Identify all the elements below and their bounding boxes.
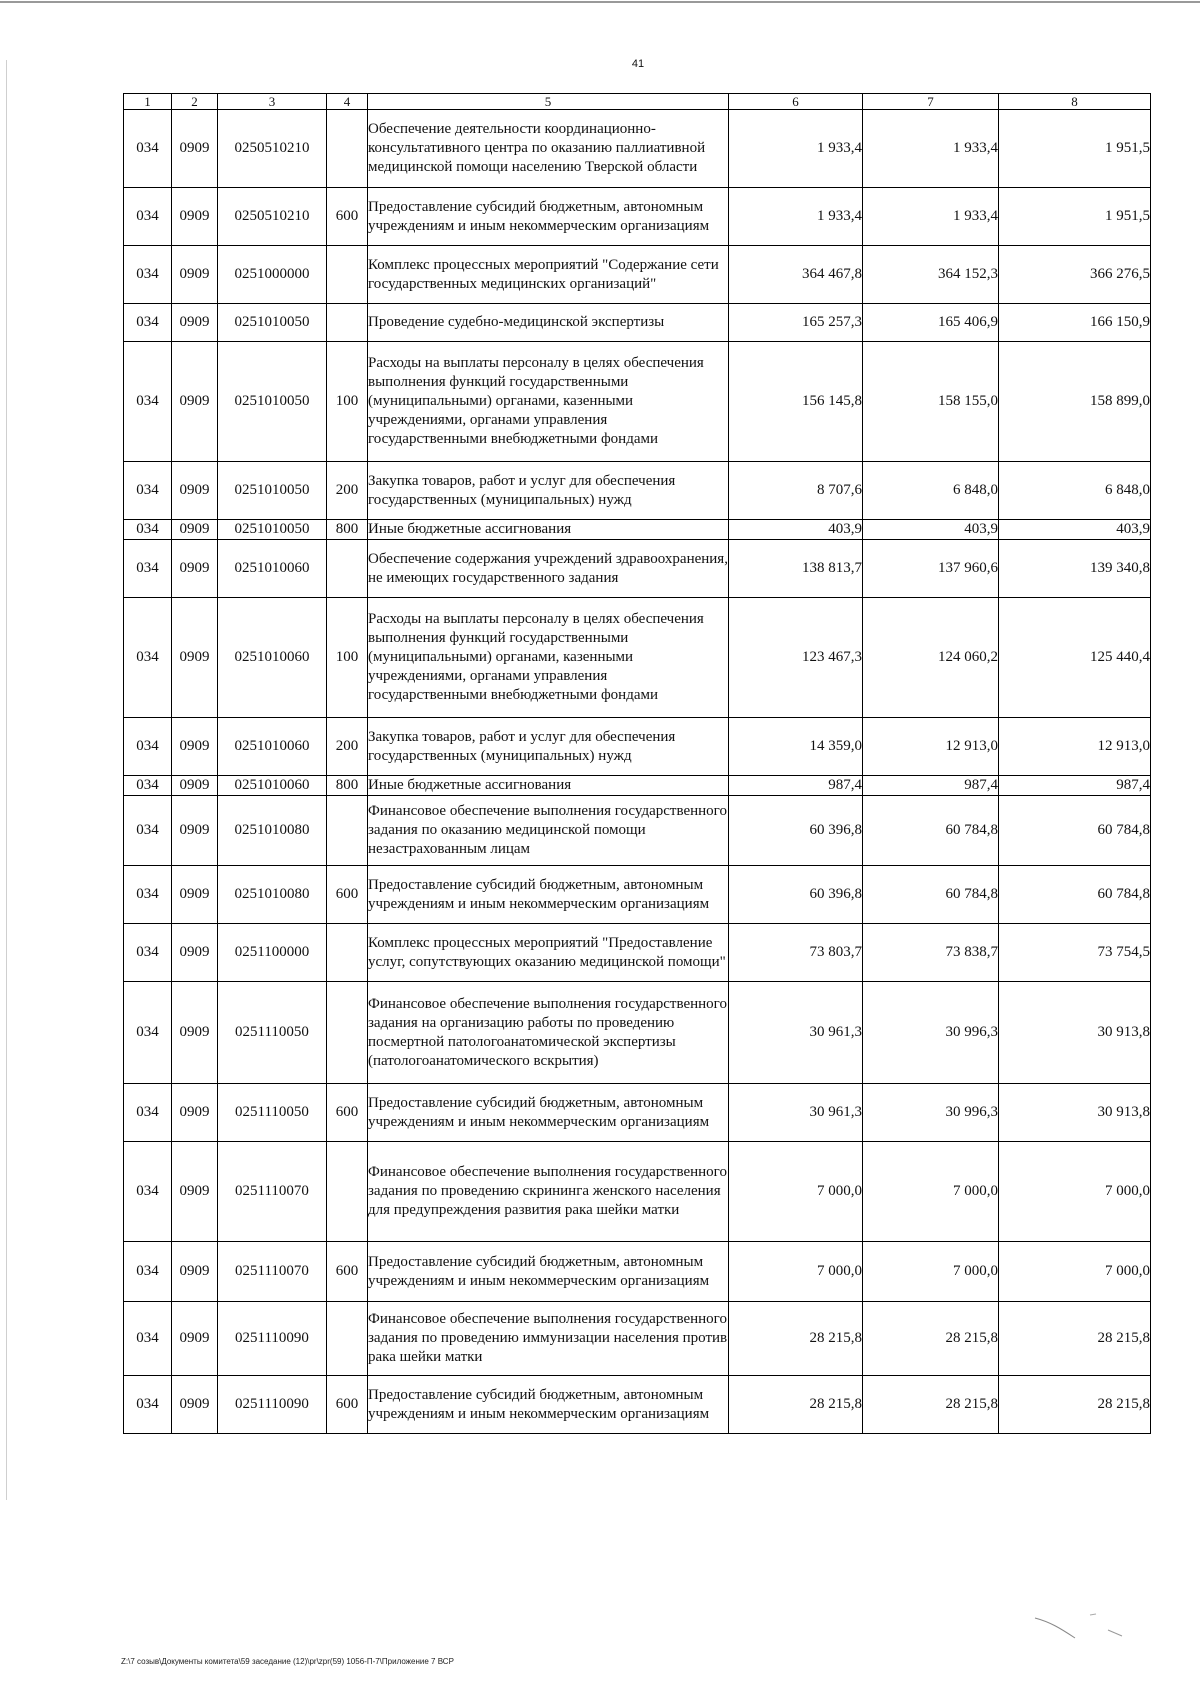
cell-amount-col-7: 1 933,4 (863, 110, 999, 188)
cell-amount-col-7: 30 996,3 (863, 1084, 999, 1142)
table-row (124, 718, 1151, 776)
cell-item-name: Обеспечение содержания учреждений здравоохранения, не имеющих государственного задания (368, 540, 729, 598)
table-row (124, 866, 1151, 924)
cell-admin-code: 034 (124, 598, 172, 718)
footer-file-path: Z:\7 созыв\Документы комитета\59 заседание (12)\pr\zpr(59) 1056-П-7\Приложение 7 ВСР (121, 1657, 454, 1666)
cell-section-code: 0909 (172, 1142, 218, 1242)
cell-admin-code: 034 (124, 246, 172, 304)
table-row (124, 1376, 1151, 1434)
cell-admin-code: 034 (124, 1376, 172, 1434)
page-number: 41 (631, 58, 645, 70)
cell-section-code: 0909 (172, 598, 218, 718)
cell-amount-col-8: 6 848,0 (999, 462, 1151, 520)
header-col-7: 7 (863, 94, 999, 110)
header-col-8: 8 (999, 94, 1151, 110)
cell-amount-col-8: 28 215,8 (999, 1376, 1151, 1434)
cell-amount-col-6: 60 396,8 (729, 866, 863, 924)
cell-amount-col-6: 123 467,3 (729, 598, 863, 718)
cell-amount-col-6: 8 707,6 (729, 462, 863, 520)
cell-admin-code: 034 (124, 540, 172, 598)
cell-amount-col-6: 156 145,8 (729, 342, 863, 462)
cell-amount-col-6: 1 933,4 (729, 188, 863, 246)
scan-edge-line (0, 1, 1200, 3)
cell-expense-type: 100 (327, 598, 368, 718)
cell-section-code: 0909 (172, 110, 218, 188)
cell-expense-type (327, 982, 368, 1084)
cell-amount-col-6: 60 396,8 (729, 796, 863, 866)
cell-section-code: 0909 (172, 304, 218, 342)
cell-section-code: 0909 (172, 246, 218, 304)
cell-admin-code: 034 (124, 520, 172, 540)
table-row (124, 982, 1151, 1084)
table-row (124, 540, 1151, 598)
cell-amount-col-6: 138 813,7 (729, 540, 863, 598)
cell-amount-col-8: 1 951,5 (999, 188, 1151, 246)
header-col-1: 1 (124, 94, 172, 110)
cell-amount-col-8: 30 913,8 (999, 982, 1151, 1084)
cell-item-name: Иные бюджетные ассигнования (368, 776, 729, 796)
cell-section-code: 0909 (172, 1242, 218, 1302)
cell-admin-code: 034 (124, 1142, 172, 1242)
cell-amount-col-6: 403,9 (729, 520, 863, 540)
table-row (124, 1142, 1151, 1242)
cell-amount-col-7: 7 000,0 (863, 1142, 999, 1242)
cell-amount-col-6: 7 000,0 (729, 1142, 863, 1242)
cell-amount-col-8: 7 000,0 (999, 1142, 1151, 1242)
cell-amount-col-6: 14 359,0 (729, 718, 863, 776)
cell-item-name: Иные бюджетные ассигнования (368, 520, 729, 540)
cell-item-name: Финансовое обеспечение выполнения государственного задания по проведению скрининга женского населения для предупреждения развития рака шейки матки (368, 1142, 729, 1242)
cell-admin-code: 034 (124, 718, 172, 776)
cell-admin-code: 034 (124, 342, 172, 462)
cell-amount-col-7: 12 913,0 (863, 718, 999, 776)
cell-amount-col-7: 987,4 (863, 776, 999, 796)
cell-section-code: 0909 (172, 1376, 218, 1434)
cell-admin-code: 034 (124, 188, 172, 246)
cell-section-code: 0909 (172, 1084, 218, 1142)
cell-admin-code: 034 (124, 776, 172, 796)
cell-amount-col-6: 30 961,3 (729, 982, 863, 1084)
budget-table (123, 93, 1151, 1434)
cell-target-article: 0251110070 (218, 1142, 327, 1242)
table-row (124, 1084, 1151, 1142)
cell-target-article: 0250510210 (218, 110, 327, 188)
cell-expense-type: 600 (327, 1242, 368, 1302)
cell-item-name: Комплекс процессных мероприятий "Содержание сети государственных медицинских организаций" (368, 246, 729, 304)
cell-item-name: Обеспечение деятельности координационно-консультативного центра по оказанию паллиативной медицинской помощи населению Тверской области (368, 110, 729, 188)
cell-expense-type: 200 (327, 462, 368, 520)
cell-item-name: Комплекс процессных мероприятий "Предоставление услуг, сопутствующих оказанию медицинской помощи" (368, 924, 729, 982)
scan-margin-line (6, 60, 7, 1500)
cell-section-code: 0909 (172, 924, 218, 982)
cell-amount-col-8: 366 276,5 (999, 246, 1151, 304)
cell-amount-col-7: 1 933,4 (863, 188, 999, 246)
header-col-5: 5 (368, 94, 729, 110)
cell-item-name: Предоставление субсидий бюджетным, автономным учреждениям и иным некоммерческим организациям (368, 1242, 729, 1302)
cell-amount-col-6: 28 215,8 (729, 1302, 863, 1376)
cell-amount-col-8: 28 215,8 (999, 1302, 1151, 1376)
cell-amount-col-8: 30 913,8 (999, 1084, 1151, 1142)
table-header-row (124, 94, 1151, 110)
cell-target-article: 0251010060 (218, 718, 327, 776)
cell-section-code: 0909 (172, 866, 218, 924)
cell-admin-code: 034 (124, 1242, 172, 1302)
cell-amount-col-7: 165 406,9 (863, 304, 999, 342)
cell-expense-type: 100 (327, 342, 368, 462)
cell-item-name: Предоставление субсидий бюджетным, автономным учреждениям и иным некоммерческим организациям (368, 1084, 729, 1142)
cell-item-name: Закупка товаров, работ и услуг для обеспечения государственных (муниципальных) нужд (368, 462, 729, 520)
cell-section-code: 0909 (172, 718, 218, 776)
cell-amount-col-7: 403,9 (863, 520, 999, 540)
cell-item-name: Расходы на выплаты персоналу в целях обеспечения выполнения функций государственными (муниципальными) органами, казенными учреждениями, органами управления государственными внебюджетными фондами (368, 342, 729, 462)
cell-amount-col-8: 12 913,0 (999, 718, 1151, 776)
cell-amount-col-8: 7 000,0 (999, 1242, 1151, 1302)
cell-amount-col-7: 28 215,8 (863, 1376, 999, 1434)
cell-amount-col-8: 403,9 (999, 520, 1151, 540)
cell-section-code: 0909 (172, 982, 218, 1084)
cell-target-article: 0251110050 (218, 982, 327, 1084)
cell-target-article: 0251110090 (218, 1376, 327, 1434)
cell-target-article: 0251010060 (218, 540, 327, 598)
cell-expense-type: 800 (327, 776, 368, 796)
cell-expense-type (327, 246, 368, 304)
table-row (124, 1242, 1151, 1302)
cell-target-article: 0251010050 (218, 342, 327, 462)
cell-section-code: 0909 (172, 1302, 218, 1376)
cell-amount-col-7: 28 215,8 (863, 1302, 999, 1376)
cell-amount-col-8: 125 440,4 (999, 598, 1151, 718)
cell-admin-code: 034 (124, 110, 172, 188)
cell-expense-type: 200 (327, 718, 368, 776)
cell-expense-type: 600 (327, 1084, 368, 1142)
cell-target-article: 0251110090 (218, 1302, 327, 1376)
cell-expense-type: 800 (327, 520, 368, 540)
cell-section-code: 0909 (172, 776, 218, 796)
pen-mark (1030, 1610, 1130, 1650)
cell-admin-code: 034 (124, 1084, 172, 1142)
cell-amount-col-6: 28 215,8 (729, 1376, 863, 1434)
table-row (124, 188, 1151, 246)
cell-expense-type (327, 304, 368, 342)
cell-amount-col-6: 165 257,3 (729, 304, 863, 342)
cell-amount-col-7: 30 996,3 (863, 982, 999, 1084)
header-col-3: 3 (218, 94, 327, 110)
table-row (124, 110, 1151, 188)
cell-item-name: Проведение судебно-медицинской экспертизы (368, 304, 729, 342)
cell-amount-col-6: 7 000,0 (729, 1242, 863, 1302)
cell-amount-col-7: 73 838,7 (863, 924, 999, 982)
cell-amount-col-7: 60 784,8 (863, 796, 999, 866)
cell-item-name: Предоставление субсидий бюджетным, автономным учреждениям и иным некоммерческим организациям (368, 1376, 729, 1434)
cell-admin-code: 034 (124, 304, 172, 342)
cell-amount-col-7: 364 152,3 (863, 246, 999, 304)
cell-section-code: 0909 (172, 188, 218, 246)
cell-amount-col-8: 73 754,5 (999, 924, 1151, 982)
cell-target-article: 0251010050 (218, 520, 327, 540)
cell-expense-type (327, 924, 368, 982)
cell-admin-code: 034 (124, 924, 172, 982)
cell-expense-type (327, 1302, 368, 1376)
cell-item-name: Закупка товаров, работ и услуг для обеспечения государственных (муниципальных) нужд (368, 718, 729, 776)
cell-target-article: 0251010050 (218, 304, 327, 342)
cell-amount-col-7: 124 060,2 (863, 598, 999, 718)
table-row (124, 462, 1151, 520)
cell-amount-col-6: 30 961,3 (729, 1084, 863, 1142)
cell-amount-col-6: 1 933,4 (729, 110, 863, 188)
cell-target-article: 0250510210 (218, 188, 327, 246)
cell-section-code: 0909 (172, 796, 218, 866)
cell-amount-col-7: 6 848,0 (863, 462, 999, 520)
cell-target-article: 0251010050 (218, 462, 327, 520)
cell-amount-col-8: 166 150,9 (999, 304, 1151, 342)
cell-amount-col-7: 7 000,0 (863, 1242, 999, 1302)
cell-expense-type: 600 (327, 866, 368, 924)
table-row (124, 796, 1151, 866)
cell-amount-col-8: 1 951,5 (999, 110, 1151, 188)
cell-amount-col-6: 73 803,7 (729, 924, 863, 982)
cell-item-name: Расходы на выплаты персоналу в целях обеспечения выполнения функций государственными (муниципальными) органами, казенными учреждениями, органами управления государственными внебюджетными фондами (368, 598, 729, 718)
cell-section-code: 0909 (172, 342, 218, 462)
cell-admin-code: 034 (124, 462, 172, 520)
cell-item-name: Финансовое обеспечение выполнения государственного задания по оказанию медицинской помощи незастрахованным лицам (368, 796, 729, 866)
cell-amount-col-8: 60 784,8 (999, 866, 1151, 924)
cell-target-article: 0251010060 (218, 776, 327, 796)
cell-expense-type (327, 540, 368, 598)
cell-amount-col-8: 60 784,8 (999, 796, 1151, 866)
cell-amount-col-8: 987,4 (999, 776, 1151, 796)
cell-item-name: Финансовое обеспечение выполнения государственного задания на организацию работы по проведению посмертной патологоанатомической экспертизы (патологоанатомического вскрытия) (368, 982, 729, 1084)
cell-target-article: 0251110050 (218, 1084, 327, 1142)
cell-amount-col-7: 137 960,6 (863, 540, 999, 598)
table-row (124, 598, 1151, 718)
cell-admin-code: 034 (124, 866, 172, 924)
cell-section-code: 0909 (172, 540, 218, 598)
cell-target-article: 0251010080 (218, 796, 327, 866)
cell-amount-col-8: 158 899,0 (999, 342, 1151, 462)
cell-target-article: 0251010080 (218, 866, 327, 924)
cell-amount-col-7: 60 784,8 (863, 866, 999, 924)
table-body (124, 110, 1151, 1434)
table-row (124, 520, 1151, 540)
cell-target-article: 0251000000 (218, 246, 327, 304)
cell-item-name: Предоставление субсидий бюджетным, автономным учреждениям и иным некоммерческим организациям (368, 188, 729, 246)
cell-target-article: 0251100000 (218, 924, 327, 982)
cell-amount-col-6: 364 467,8 (729, 246, 863, 304)
cell-item-name: Финансовое обеспечение выполнения государственного задания по проведению иммунизации населения против рака шейки матки (368, 1302, 729, 1376)
table-row (124, 342, 1151, 462)
cell-expense-type (327, 110, 368, 188)
table-row (124, 776, 1151, 796)
cell-amount-col-8: 139 340,8 (999, 540, 1151, 598)
cell-target-article: 0251110070 (218, 1242, 327, 1302)
table-row (124, 924, 1151, 982)
cell-expense-type: 600 (327, 188, 368, 246)
table-row (124, 1302, 1151, 1376)
header-col-4: 4 (327, 94, 368, 110)
cell-admin-code: 034 (124, 982, 172, 1084)
cell-expense-type (327, 1142, 368, 1242)
cell-admin-code: 034 (124, 1302, 172, 1376)
cell-amount-col-6: 987,4 (729, 776, 863, 796)
table-row (124, 246, 1151, 304)
cell-expense-type: 600 (327, 1376, 368, 1434)
header-col-2: 2 (172, 94, 218, 110)
header-col-6: 6 (729, 94, 863, 110)
cell-expense-type (327, 796, 368, 866)
cell-section-code: 0909 (172, 462, 218, 520)
cell-target-article: 0251010060 (218, 598, 327, 718)
cell-section-code: 0909 (172, 520, 218, 540)
table-row (124, 304, 1151, 342)
cell-amount-col-7: 158 155,0 (863, 342, 999, 462)
cell-admin-code: 034 (124, 796, 172, 866)
cell-item-name: Предоставление субсидий бюджетным, автономным учреждениям и иным некоммерческим организациям (368, 866, 729, 924)
